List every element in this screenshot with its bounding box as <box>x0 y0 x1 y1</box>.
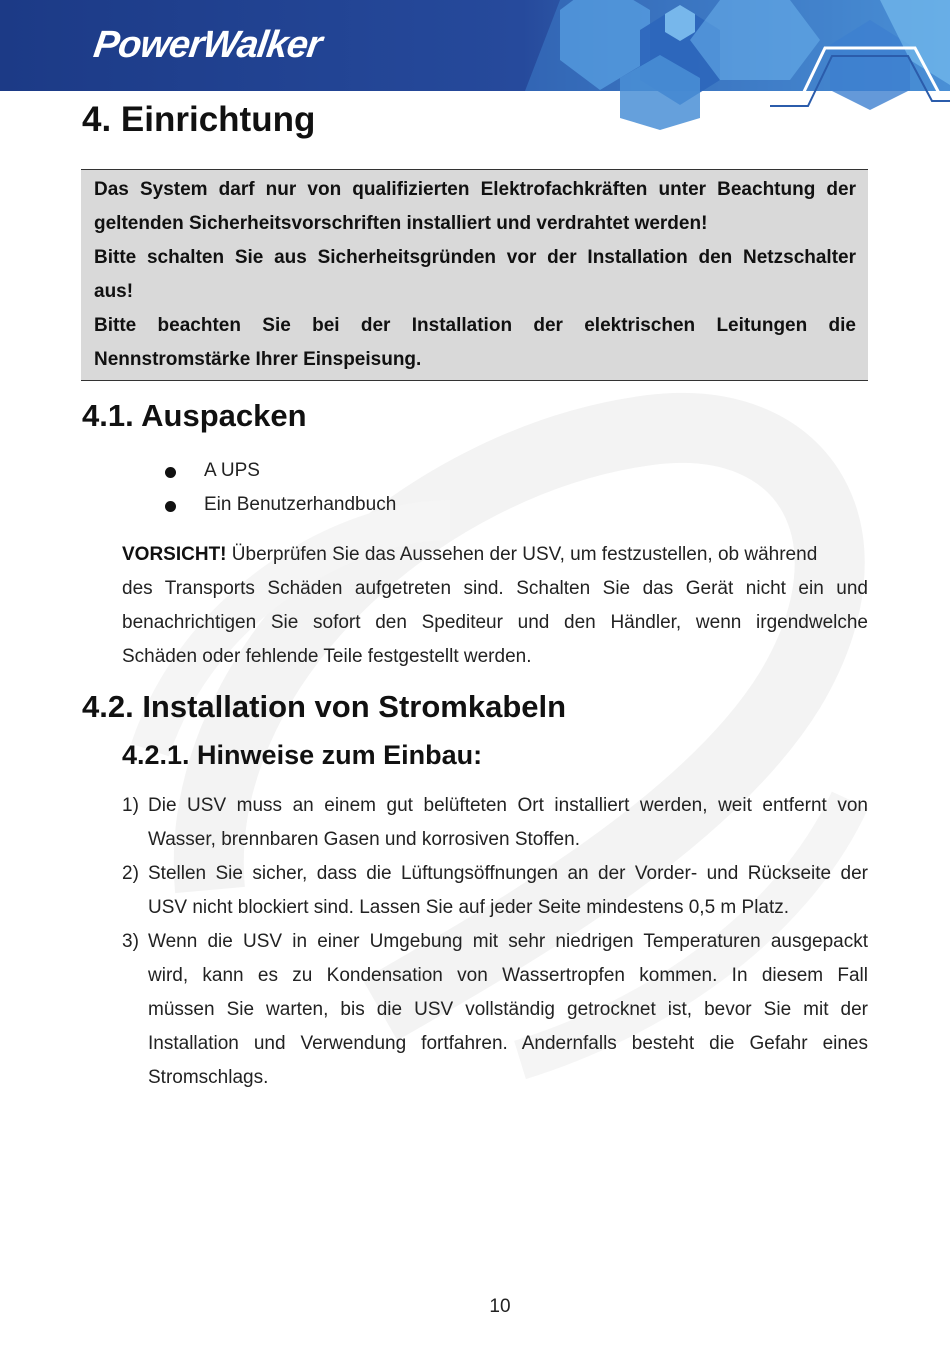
caution-label: VORSICHT! <box>122 544 227 565</box>
caution-line: des Transports Schäden aufgetreten sind. Schalten Sie das Gerät nicht ein und <box>122 578 868 599</box>
list-item-line: müssen Sie warten, bis die USV vollständig getrocknet ist, bevor Sie mit der <box>148 999 868 1020</box>
caution-line: Schäden oder fehlende Teile festgestellt werden. <box>122 646 532 667</box>
list-item-line: Stromschlags. <box>148 1067 269 1088</box>
warning-line: Das System darf nur von qualifizierten Elektrofachkräften unter Beachtung der <box>94 179 856 200</box>
powerwalker-logo: PowerWalker <box>91 24 324 66</box>
unpacking-heading: 4.1. Auspacken <box>82 398 307 433</box>
warning-line: Bitte schalten Sie aus Sicherheitsgründen vor der Installation den Netzschalter <box>94 247 856 268</box>
list-item-line: Die USV muss an einem gut belüfteten Ort installiert werden, weit entfernt von <box>148 795 868 816</box>
list-item-line: USV nicht blockiert sind. Lassen Sie auf jeder Seite mindestens 0,5 m Platz. <box>148 897 790 918</box>
list-item-line: wird, kann es zu Kondensation von Wassertropfen kommen. In diesem Fall <box>148 965 868 986</box>
bullet-icon <box>165 501 176 512</box>
caution-line: benachrichtigen Sie sofort den Spediteur und den Händler, wenn irgendwelche <box>122 612 868 633</box>
page-number: 10 <box>489 1296 511 1317</box>
warning-line: aus! <box>94 281 134 302</box>
power-cables-heading: 4.2. Installation von Stromkabeln <box>82 689 567 724</box>
list-item-text: A UPS <box>204 460 260 481</box>
caution-text: Überprüfen Sie das Aussehen der USV, um festzustellen, ob während <box>226 544 818 565</box>
list-number: 2) <box>122 863 139 884</box>
list-item-line: Wasser, brennbaren Gasen und korrosiven Stoffen. <box>148 829 580 850</box>
list-item-text: Ein Benutzerhandbuch <box>204 494 397 515</box>
installation-notes-subheading: 4.2.1. Hinweise zum Einbau: <box>122 740 483 770</box>
safety-warning-box <box>81 169 868 381</box>
section-title: 4. Einrichtung <box>82 100 316 139</box>
list-item-line: Installation und Verwendung fortfahren. Andernfalls besteht die Gefahr eines <box>148 1033 868 1054</box>
warning-line: Nennstromstärke Ihrer Einspeisung. <box>94 349 422 370</box>
warning-line: Bitte beachten Sie bei der Installation der elektrischen Leitungen die <box>94 315 856 336</box>
warning-line: geltenden Sicherheitsvorschriften installiert und verdrahtet werden! <box>94 213 708 234</box>
caution-first-line <box>122 544 817 566</box>
list-number: 1) <box>122 795 139 816</box>
list-item-line: Wenn die USV in einer Umgebung mit sehr niedrigen Temperaturen ausgepackt <box>148 931 868 952</box>
bullet-icon <box>165 467 176 478</box>
list-number: 3) <box>122 931 139 952</box>
list-item-line: Stellen Sie sicher, dass die Lüftungsöffnungen an der Vorder- und Rückseite der <box>148 863 868 884</box>
